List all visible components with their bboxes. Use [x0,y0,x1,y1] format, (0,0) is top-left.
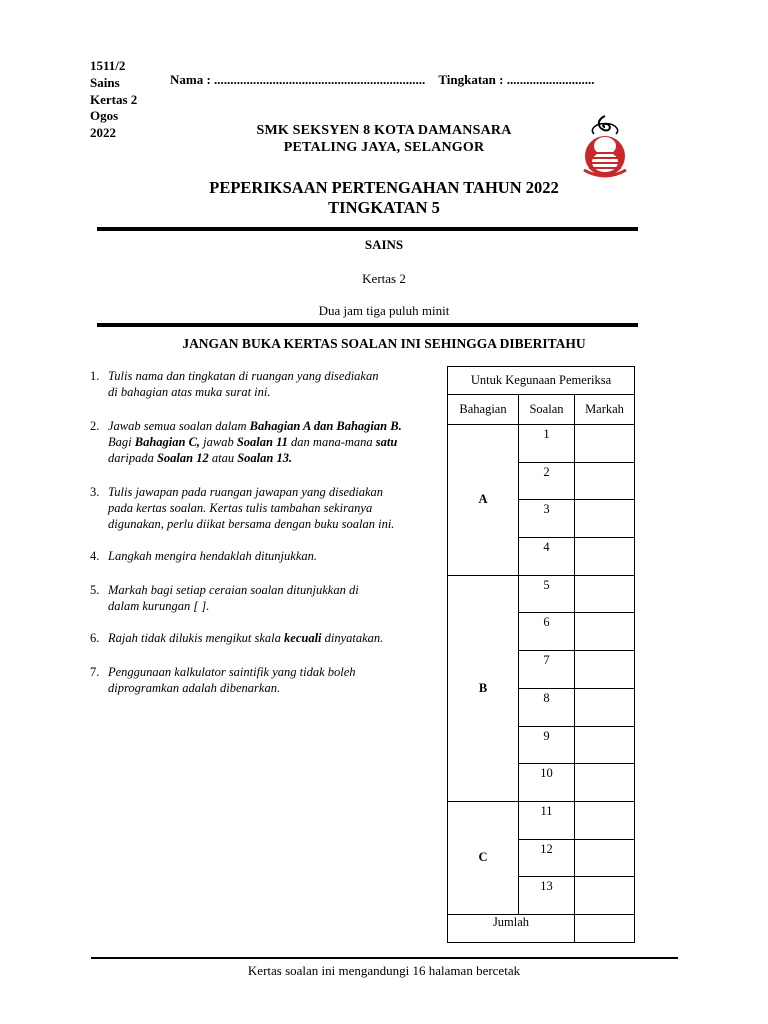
marks-cell[interactable] [575,425,635,463]
header-question: Soalan [519,395,575,425]
marks-cell[interactable] [575,575,635,613]
exam-subject: SAINS [364,237,404,252]
question-number: 11 [519,801,575,839]
question-number: 9 [519,726,575,764]
question-number: 5 [519,575,575,613]
form-field[interactable]: Tingkatan : ........................... [438,72,595,87]
question-number: 13 [519,877,575,915]
question-number: 2 [519,462,575,500]
divider-bottom [97,323,638,327]
instruction-1: 1. Tulis nama dan tingkatan di ruangan yang disediakan di bahagian atas muka surat ini. [90,369,379,399]
header-marks: Markah [575,395,635,425]
marks-cell[interactable] [575,651,635,689]
marks-cell[interactable] [575,839,635,877]
exam-paper: Kertas 2 [362,271,406,286]
marks-cell[interactable] [575,538,635,576]
section-c-label: C [448,801,519,914]
paper-code: 1511/2 [90,58,126,73]
school-crest-icon [574,112,636,178]
exam-duration: Dua jam tiga puluh minit [318,303,450,318]
paper-label: Kertas 2 [90,92,138,107]
page-count-note: Kertas soalan ini mengandungi 16 halaman bercetak [247,963,521,978]
footer-divider [91,957,678,959]
name-form-row [170,72,594,88]
marks-cell[interactable] [575,500,635,538]
instruction-3: 3. Tulis jawapan pada ruangan jawapan yang disediakan pada kertas soalan. Kertas tulis tambahan sekiranya digunakan, perlu diikat bersama dengan buku soalan ini. [90,485,395,531]
table-title: Untuk Kegunaan Pemeriksa [448,367,635,395]
instruction-2: 2. Jawab semua soalan dalam Bahagian A dan Bahagian B. Bagi Bahagian C, jawab Soalan 11 dan mana-mana satu daripada Soalan 12 atau Soalan 13. [90,419,402,465]
total-label: Jumlah [448,914,575,942]
exam-warning: JANGAN BUKA KERTAS SOALAN INI SEHINGGA DIBERITAHU [182,336,586,351]
instruction-6: 6. Rajah tidak dilukis mengikut skala kecuali dinyatakan. [90,631,384,645]
marks-cell[interactable] [575,688,635,726]
section-a-label: A [448,425,519,576]
question-number: 6 [519,613,575,651]
header-section: Bahagian [448,395,519,425]
month-label: Ogos [90,108,119,123]
instruction-5: 5. Markah bagi setiap ceraian soalan ditunjukkan di dalam kurungan [ ]. [90,583,359,613]
school-location: PETALING JAYA, SELANGOR [283,140,485,155]
question-number: 8 [519,688,575,726]
exam-title: PEPERIKSAAN PERTENGAHAN TAHUN 2022 [209,178,559,197]
exam-form: TINGKATAN 5 [328,198,440,217]
marks-cell[interactable] [575,613,635,651]
marks-cell[interactable] [575,877,635,915]
question-number: 12 [519,839,575,877]
divider-top [97,227,638,231]
question-number: 7 [519,651,575,689]
year-label: 2022 [90,125,116,140]
marks-cell[interactable] [575,801,635,839]
question-number: 3 [519,500,575,538]
marks-cell[interactable] [575,462,635,500]
examiner-marks-table [447,366,635,943]
instruction-4: 4. Langkah mengira hendaklah ditunjukkan. [90,549,317,563]
school-name: SMK SEKSYEN 8 KOTA DAMANSARA [256,123,512,138]
total-marks-cell[interactable] [575,914,635,942]
marks-cell[interactable] [575,726,635,764]
subject-label: Sains [90,75,120,90]
question-number: 1 [519,425,575,463]
marks-cell[interactable] [575,764,635,802]
name-field[interactable]: Nama : ................................................................. [170,72,426,87]
question-number: 10 [519,764,575,802]
section-b-label: B [448,575,519,801]
question-number: 4 [519,538,575,576]
instruction-7: 7. Penggunaan kalkulator saintifik yang tidak boleh diprogramkan adalah dibenarkan. [90,665,356,695]
